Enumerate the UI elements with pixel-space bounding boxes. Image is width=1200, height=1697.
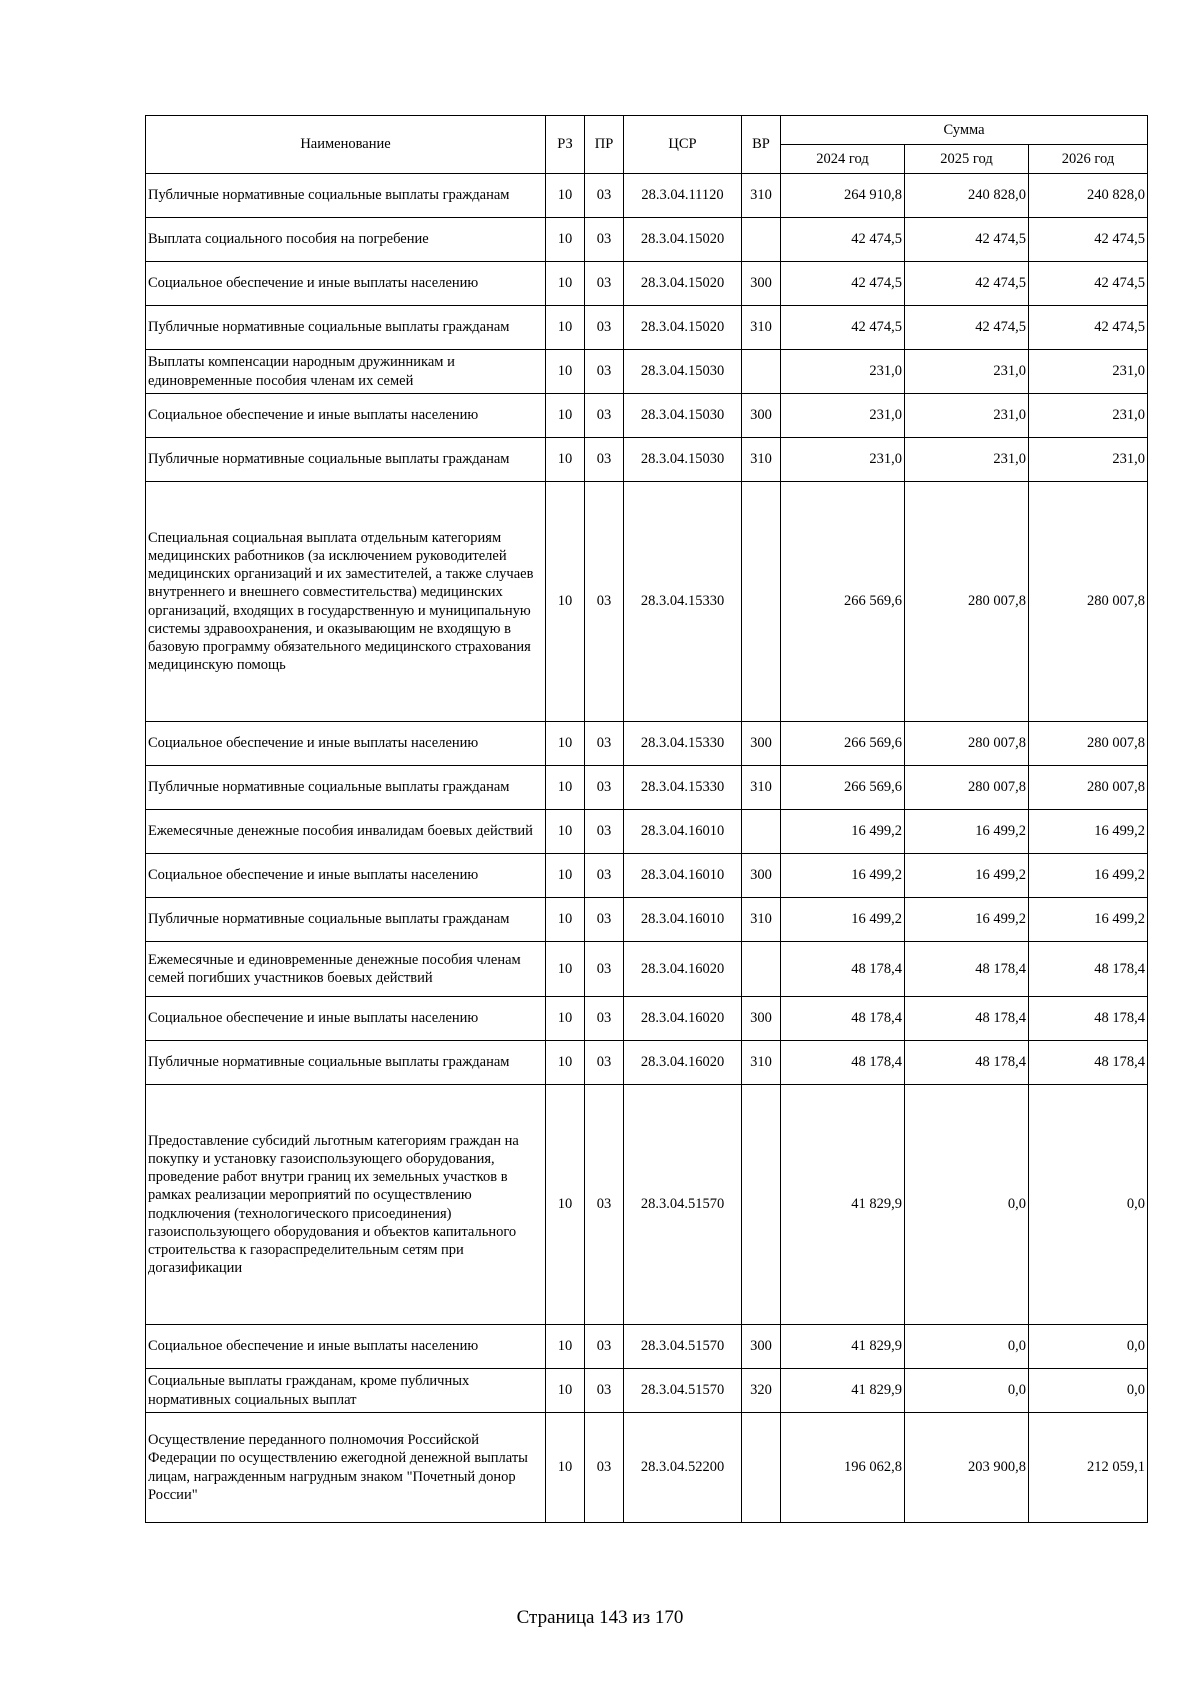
row-amount-2025: 0,0 [905, 1325, 1029, 1369]
row-pr: 03 [585, 810, 624, 854]
table-row [146, 1041, 1148, 1085]
row-pr: 03 [585, 174, 624, 218]
row-vr [742, 942, 781, 997]
row-rz: 10 [546, 722, 585, 766]
row-pr: 03 [585, 262, 624, 306]
row-amount-2025: 16 499,2 [905, 810, 1029, 854]
row-pr: 03 [585, 394, 624, 438]
row-amount-2026: 0,0 [1029, 1369, 1148, 1413]
row-csr: 28.3.04.16010 [624, 898, 742, 942]
row-vr: 300 [742, 854, 781, 898]
row-amount-2026: 231,0 [1029, 350, 1148, 394]
row-amount-2025: 48 178,4 [905, 1041, 1029, 1085]
row-rz: 10 [546, 394, 585, 438]
row-amount-2024: 264 910,8 [781, 174, 905, 218]
row-rz: 10 [546, 1413, 585, 1523]
row-amount-2025: 280 007,8 [905, 482, 1029, 722]
row-name: Социальное обеспечение и иные выплаты населению [146, 854, 546, 898]
row-name: Социальные выплаты гражданам, кроме публичных нормативных социальных выплат [146, 1369, 546, 1413]
row-rz: 10 [546, 262, 585, 306]
row-rz: 10 [546, 898, 585, 942]
row-pr: 03 [585, 438, 624, 482]
row-amount-2024: 48 178,4 [781, 942, 905, 997]
row-csr: 28.3.04.51570 [624, 1325, 742, 1369]
row-amount-2025: 0,0 [905, 1369, 1029, 1413]
row-csr: 28.3.04.16020 [624, 997, 742, 1041]
row-name: Социальное обеспечение и иные выплаты населению [146, 262, 546, 306]
row-rz: 10 [546, 854, 585, 898]
row-name: Осуществление переданного полномочия Российской Федерации по осуществлению ежегодной денежной выплаты лицам, награжденным нагрудным знаком "Почетный донор России" [146, 1413, 546, 1523]
row-amount-2025: 42 474,5 [905, 218, 1029, 262]
row-csr: 28.3.04.16020 [624, 942, 742, 997]
row-amount-2026: 16 499,2 [1029, 898, 1148, 942]
row-amount-2026: 240 828,0 [1029, 174, 1148, 218]
row-amount-2026: 231,0 [1029, 394, 1148, 438]
table-row [146, 722, 1148, 766]
row-amount-2025: 231,0 [905, 394, 1029, 438]
row-vr: 310 [742, 766, 781, 810]
row-amount-2026: 231,0 [1029, 438, 1148, 482]
row-csr: 28.3.04.15020 [624, 262, 742, 306]
row-amount-2026: 48 178,4 [1029, 942, 1148, 997]
row-vr: 310 [742, 438, 781, 482]
header-vr: ВР [742, 116, 781, 174]
row-csr: 28.3.04.11120 [624, 174, 742, 218]
row-rz: 10 [546, 350, 585, 394]
row-name: Социальное обеспечение и иные выплаты населению [146, 997, 546, 1041]
row-amount-2025: 203 900,8 [905, 1413, 1029, 1523]
table-row [146, 1325, 1148, 1369]
table-row [146, 854, 1148, 898]
row-csr: 28.3.04.15030 [624, 394, 742, 438]
row-rz: 10 [546, 1369, 585, 1413]
row-pr: 03 [585, 1413, 624, 1523]
row-amount-2025: 231,0 [905, 350, 1029, 394]
row-vr: 300 [742, 1325, 781, 1369]
row-pr: 03 [585, 482, 624, 722]
row-csr: 28.3.04.52200 [624, 1413, 742, 1523]
row-rz: 10 [546, 218, 585, 262]
table-row [146, 898, 1148, 942]
row-amount-2026: 48 178,4 [1029, 1041, 1148, 1085]
row-name: Публичные нормативные социальные выплаты гражданам [146, 306, 546, 350]
table-row [146, 350, 1148, 394]
row-vr [742, 218, 781, 262]
table-row [146, 482, 1148, 722]
row-vr [742, 1413, 781, 1523]
row-name: Социальное обеспечение и иные выплаты населению [146, 1325, 546, 1369]
row-csr: 28.3.04.16010 [624, 854, 742, 898]
row-pr: 03 [585, 350, 624, 394]
row-amount-2024: 41 829,9 [781, 1085, 905, 1325]
row-amount-2024: 266 569,6 [781, 722, 905, 766]
row-rz: 10 [546, 1325, 585, 1369]
row-csr: 28.3.04.16010 [624, 810, 742, 854]
row-name: Выплата социального пособия на погребение [146, 218, 546, 262]
row-pr: 03 [585, 1085, 624, 1325]
row-csr: 28.3.04.15020 [624, 306, 742, 350]
header-2025: 2025 год [905, 145, 1029, 174]
row-name: Выплаты компенсации народным дружинникам и единовременные пособия членам их семей [146, 350, 546, 394]
header-rz: РЗ [546, 116, 585, 174]
row-vr: 300 [742, 997, 781, 1041]
row-name: Социальное обеспечение и иные выплаты населению [146, 394, 546, 438]
row-pr: 03 [585, 306, 624, 350]
row-vr: 300 [742, 722, 781, 766]
row-name: Специальная социальная выплата отдельным категориям медицинских работников (за исключением руководителей медицинских организаций и их заместителей, а также случаев внутреннего и внешнего совместительства) медицинских организаций, входящих в государственную и муниципальную системы здравоохранения, и оказывающим не входящую в базовую программу обязательного медицинского страхования медицинскую помощь [146, 482, 546, 722]
row-name: Социальное обеспечение и иные выплаты населению [146, 722, 546, 766]
row-rz: 10 [546, 942, 585, 997]
header-2026: 2026 год [1029, 145, 1148, 174]
row-amount-2026: 280 007,8 [1029, 722, 1148, 766]
row-name: Публичные нормативные социальные выплаты гражданам [146, 766, 546, 810]
row-vr: 320 [742, 1369, 781, 1413]
header-pr: ПР [585, 116, 624, 174]
row-name: Публичные нормативные социальные выплаты гражданам [146, 438, 546, 482]
row-rz: 10 [546, 1041, 585, 1085]
row-name: Публичные нормативные социальные выплаты гражданам [146, 174, 546, 218]
row-amount-2024: 196 062,8 [781, 1413, 905, 1523]
table-row [146, 997, 1148, 1041]
table-row [146, 218, 1148, 262]
row-amount-2026: 48 178,4 [1029, 997, 1148, 1041]
row-name: Ежемесячные денежные пособия инвалидам боевых действий [146, 810, 546, 854]
table-row [146, 262, 1148, 306]
row-pr: 03 [585, 722, 624, 766]
row-pr: 03 [585, 766, 624, 810]
row-pr: 03 [585, 942, 624, 997]
table-row [146, 394, 1148, 438]
row-csr: 28.3.04.15330 [624, 722, 742, 766]
row-amount-2026: 42 474,5 [1029, 218, 1148, 262]
row-amount-2024: 42 474,5 [781, 262, 905, 306]
row-pr: 03 [585, 854, 624, 898]
table-row [146, 942, 1148, 997]
row-amount-2024: 16 499,2 [781, 810, 905, 854]
row-amount-2025: 0,0 [905, 1085, 1029, 1325]
row-rz: 10 [546, 306, 585, 350]
row-name: Публичные нормативные социальные выплаты гражданам [146, 898, 546, 942]
table-row [146, 438, 1148, 482]
table-body [146, 174, 1148, 1523]
table-row [146, 810, 1148, 854]
row-vr [742, 482, 781, 722]
row-vr: 310 [742, 1041, 781, 1085]
table-row [146, 306, 1148, 350]
row-amount-2024: 16 499,2 [781, 898, 905, 942]
row-vr: 300 [742, 394, 781, 438]
row-csr: 28.3.04.15330 [624, 482, 742, 722]
row-csr: 28.3.04.15020 [624, 218, 742, 262]
header-sum: Сумма [781, 116, 1148, 145]
row-csr: 28.3.04.16020 [624, 1041, 742, 1085]
budget-table [145, 115, 1148, 1523]
row-amount-2025: 48 178,4 [905, 997, 1029, 1041]
row-vr [742, 350, 781, 394]
row-pr: 03 [585, 218, 624, 262]
row-vr [742, 1085, 781, 1325]
row-vr: 310 [742, 306, 781, 350]
row-amount-2024: 48 178,4 [781, 997, 905, 1041]
header-2024: 2024 год [781, 145, 905, 174]
table-row [146, 1369, 1148, 1413]
row-rz: 10 [546, 766, 585, 810]
row-name: Ежемесячные и единовременные денежные пособия членам семей погибших участников боевых действий [146, 942, 546, 997]
row-amount-2026: 280 007,8 [1029, 482, 1148, 722]
row-csr: 28.3.04.15030 [624, 438, 742, 482]
row-pr: 03 [585, 1325, 624, 1369]
row-amount-2024: 41 829,9 [781, 1369, 905, 1413]
row-rz: 10 [546, 810, 585, 854]
row-name: Публичные нормативные социальные выплаты гражданам [146, 1041, 546, 1085]
table-row [146, 1085, 1148, 1325]
row-amount-2026: 42 474,5 [1029, 306, 1148, 350]
row-amount-2025: 280 007,8 [905, 722, 1029, 766]
table-header [146, 116, 1148, 174]
row-pr: 03 [585, 898, 624, 942]
row-amount-2025: 240 828,0 [905, 174, 1029, 218]
row-pr: 03 [585, 997, 624, 1041]
row-csr: 28.3.04.51570 [624, 1085, 742, 1325]
row-amount-2026: 16 499,2 [1029, 854, 1148, 898]
row-amount-2026: 16 499,2 [1029, 810, 1148, 854]
row-amount-2026: 280 007,8 [1029, 766, 1148, 810]
row-amount-2026: 0,0 [1029, 1085, 1148, 1325]
row-csr: 28.3.04.51570 [624, 1369, 742, 1413]
row-rz: 10 [546, 997, 585, 1041]
table-row [146, 766, 1148, 810]
row-amount-2024: 231,0 [781, 394, 905, 438]
row-name: Предоставление субсидий льготным категориям граждан на покупку и установку газоиспользующего оборудования, проведение работ внутри границ их земельных участков в рамках реализации мероприятий по осуществлению подключения (технологического присоединения) газоиспользующего оборудования и объектов капитального строительства к газораспределительным сетям при догазификации [146, 1085, 546, 1325]
row-pr: 03 [585, 1369, 624, 1413]
row-amount-2025: 16 499,2 [905, 898, 1029, 942]
row-vr [742, 810, 781, 854]
row-amount-2024: 16 499,2 [781, 854, 905, 898]
row-rz: 10 [546, 174, 585, 218]
row-amount-2024: 231,0 [781, 350, 905, 394]
row-amount-2024: 48 178,4 [781, 1041, 905, 1085]
row-rz: 10 [546, 438, 585, 482]
row-amount-2025: 42 474,5 [905, 306, 1029, 350]
header-name: Наименование [146, 116, 546, 174]
row-csr: 28.3.04.15030 [624, 350, 742, 394]
row-rz: 10 [546, 1085, 585, 1325]
row-amount-2026: 42 474,5 [1029, 262, 1148, 306]
row-amount-2025: 48 178,4 [905, 942, 1029, 997]
row-amount-2025: 42 474,5 [905, 262, 1029, 306]
row-vr: 310 [742, 174, 781, 218]
row-rz: 10 [546, 482, 585, 722]
row-vr: 300 [742, 262, 781, 306]
table-row [146, 1413, 1148, 1523]
header-csr: ЦСР [624, 116, 742, 174]
page-number: Страница 143 из 170 [516, 1607, 684, 1628]
row-pr: 03 [585, 1041, 624, 1085]
row-amount-2024: 42 474,5 [781, 306, 905, 350]
row-amount-2024: 266 569,6 [781, 482, 905, 722]
row-amount-2026: 212 059,1 [1029, 1413, 1148, 1523]
row-amount-2026: 0,0 [1029, 1325, 1148, 1369]
row-amount-2024: 41 829,9 [781, 1325, 905, 1369]
row-amount-2024: 231,0 [781, 438, 905, 482]
row-amount-2024: 266 569,6 [781, 766, 905, 810]
row-amount-2024: 42 474,5 [781, 218, 905, 262]
row-csr: 28.3.04.15330 [624, 766, 742, 810]
row-vr: 310 [742, 898, 781, 942]
row-amount-2025: 280 007,8 [905, 766, 1029, 810]
row-amount-2025: 16 499,2 [905, 854, 1029, 898]
row-amount-2025: 231,0 [905, 438, 1029, 482]
table-row [146, 174, 1148, 218]
